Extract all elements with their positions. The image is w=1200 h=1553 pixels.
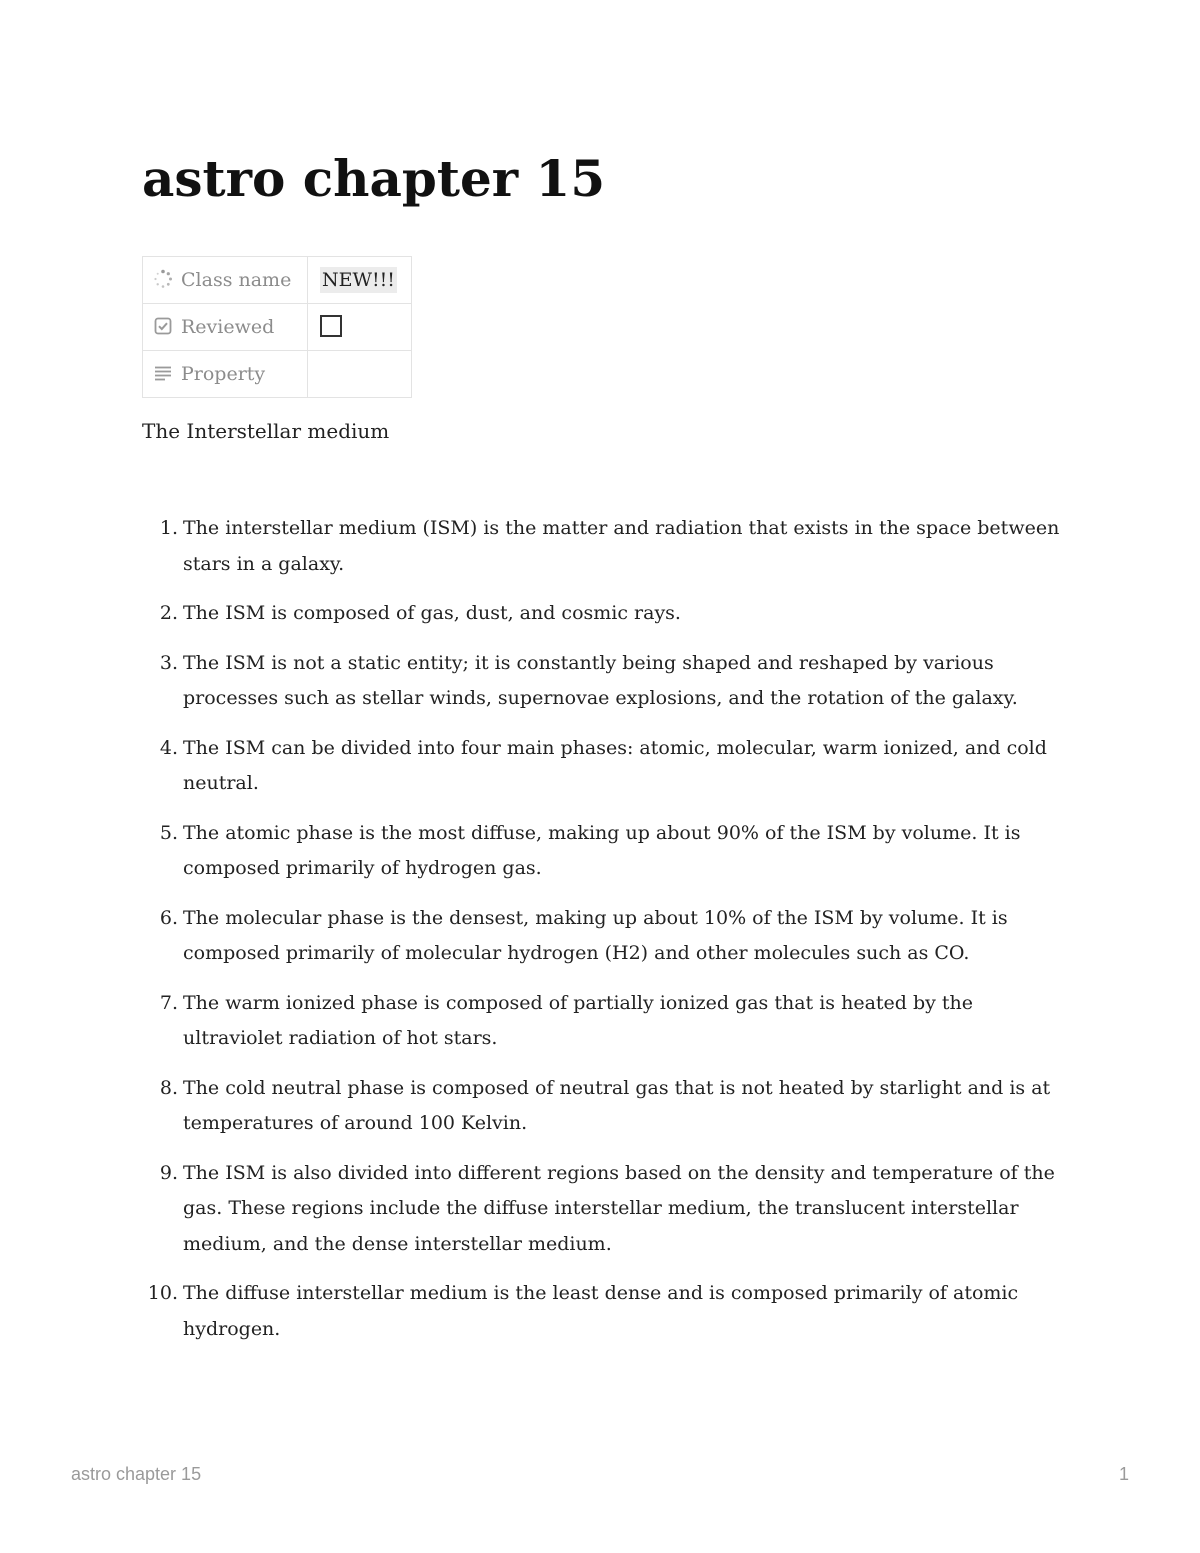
list-item-text: The cold neutral phase is composed of neutral gas that is not heated by starlight and is at temperatures of around 100 Kelvin. bbox=[183, 1076, 1051, 1134]
list-item bbox=[142, 1156, 1062, 1263]
list-item bbox=[142, 646, 1062, 717]
property-label: Class name bbox=[181, 269, 292, 291]
list-item-number: 1. bbox=[159, 517, 178, 539]
list-item bbox=[142, 511, 1062, 582]
list-item bbox=[142, 901, 1062, 972]
property-key[interactable] bbox=[143, 257, 308, 304]
list-item bbox=[142, 1071, 1062, 1142]
checkbox-checked-icon bbox=[153, 316, 173, 336]
list-item-number: 4. bbox=[159, 736, 178, 759]
property-row-class-name bbox=[143, 257, 412, 304]
list-item bbox=[142, 816, 1062, 887]
property-key[interactable] bbox=[143, 351, 308, 398]
list-item bbox=[142, 986, 1062, 1057]
loading-spinner-icon bbox=[153, 269, 173, 289]
list-item-text: The diffuse interstellar medium is the least dense and is composed primarily of atomic hydrogen. bbox=[183, 1282, 1019, 1340]
list-item-text: The ISM can be divided into four main phases: atomic, molecular, warm ionized, and cold neutral. bbox=[183, 736, 1047, 794]
list-item bbox=[142, 1276, 1062, 1347]
property-value-reviewed bbox=[308, 304, 412, 351]
list-item-number: 5. bbox=[159, 821, 178, 844]
footer-document-title: astro chapter 15 bbox=[71, 1464, 202, 1484]
class-name-tag: NEW!!! bbox=[322, 269, 395, 291]
property-label: Property bbox=[181, 363, 266, 385]
section-heading: The Interstellar medium bbox=[142, 419, 390, 443]
list-item-number: 9. bbox=[159, 1161, 178, 1184]
list-item-text: The ISM is not a static entity; it is constantly being shaped and reshaped by various processes such as stellar winds, supernovae explosions, and the rotation of the galaxy. bbox=[183, 651, 1018, 709]
list-item-number: 3. bbox=[159, 651, 178, 674]
properties-table bbox=[142, 256, 412, 398]
footer-page-number: 1 bbox=[1118, 1464, 1129, 1484]
property-label: Reviewed bbox=[181, 316, 275, 338]
list-item-text: The warm ionized phase is composed of partially ionized gas that is heated by the ultraviolet radiation of hot stars. bbox=[183, 991, 974, 1049]
list-item-number: 10. bbox=[147, 1282, 178, 1304]
property-key[interactable] bbox=[143, 304, 308, 351]
text-lines-icon bbox=[153, 363, 173, 383]
list-item-number: 8. bbox=[159, 1076, 178, 1099]
list-item-text: The interstellar medium (ISM) is the matter and radiation that exists in the space between stars in a galaxy. bbox=[183, 517, 1060, 575]
list-item-text: The molecular phase is the densest, making up about 10% of the ISM by volume. It is composed primarily of molecular hydrogen (H2) and other molecules such as CO. bbox=[183, 906, 1008, 964]
list-item-text: The ISM is also divided into different regions based on the density and temperature of the gas. These regions include the diffuse interstellar medium, the translucent interstellar medium, and the dense interstellar medium. bbox=[183, 1161, 1055, 1255]
reviewed-checkbox[interactable] bbox=[320, 315, 342, 337]
property-value-class-name[interactable] bbox=[308, 257, 412, 304]
list-item-number: 2. bbox=[159, 602, 178, 624]
property-value-property[interactable] bbox=[308, 351, 412, 398]
list-item-text: The atomic phase is the most diffuse, making up about 90% of the ISM by volume. It is composed primarily of hydrogen gas. bbox=[183, 821, 1021, 879]
list-item-number: 7. bbox=[159, 991, 178, 1014]
page-title: astro chapter 15 bbox=[142, 149, 606, 208]
property-row-reviewed bbox=[143, 304, 412, 351]
list-item bbox=[142, 731, 1062, 802]
property-row-property bbox=[143, 351, 412, 398]
list-item-text: The ISM is composed of gas, dust, and cosmic rays. bbox=[183, 602, 681, 624]
numbered-list bbox=[142, 511, 1062, 1361]
list-item-number: 6. bbox=[159, 906, 178, 929]
list-item bbox=[142, 596, 1062, 632]
